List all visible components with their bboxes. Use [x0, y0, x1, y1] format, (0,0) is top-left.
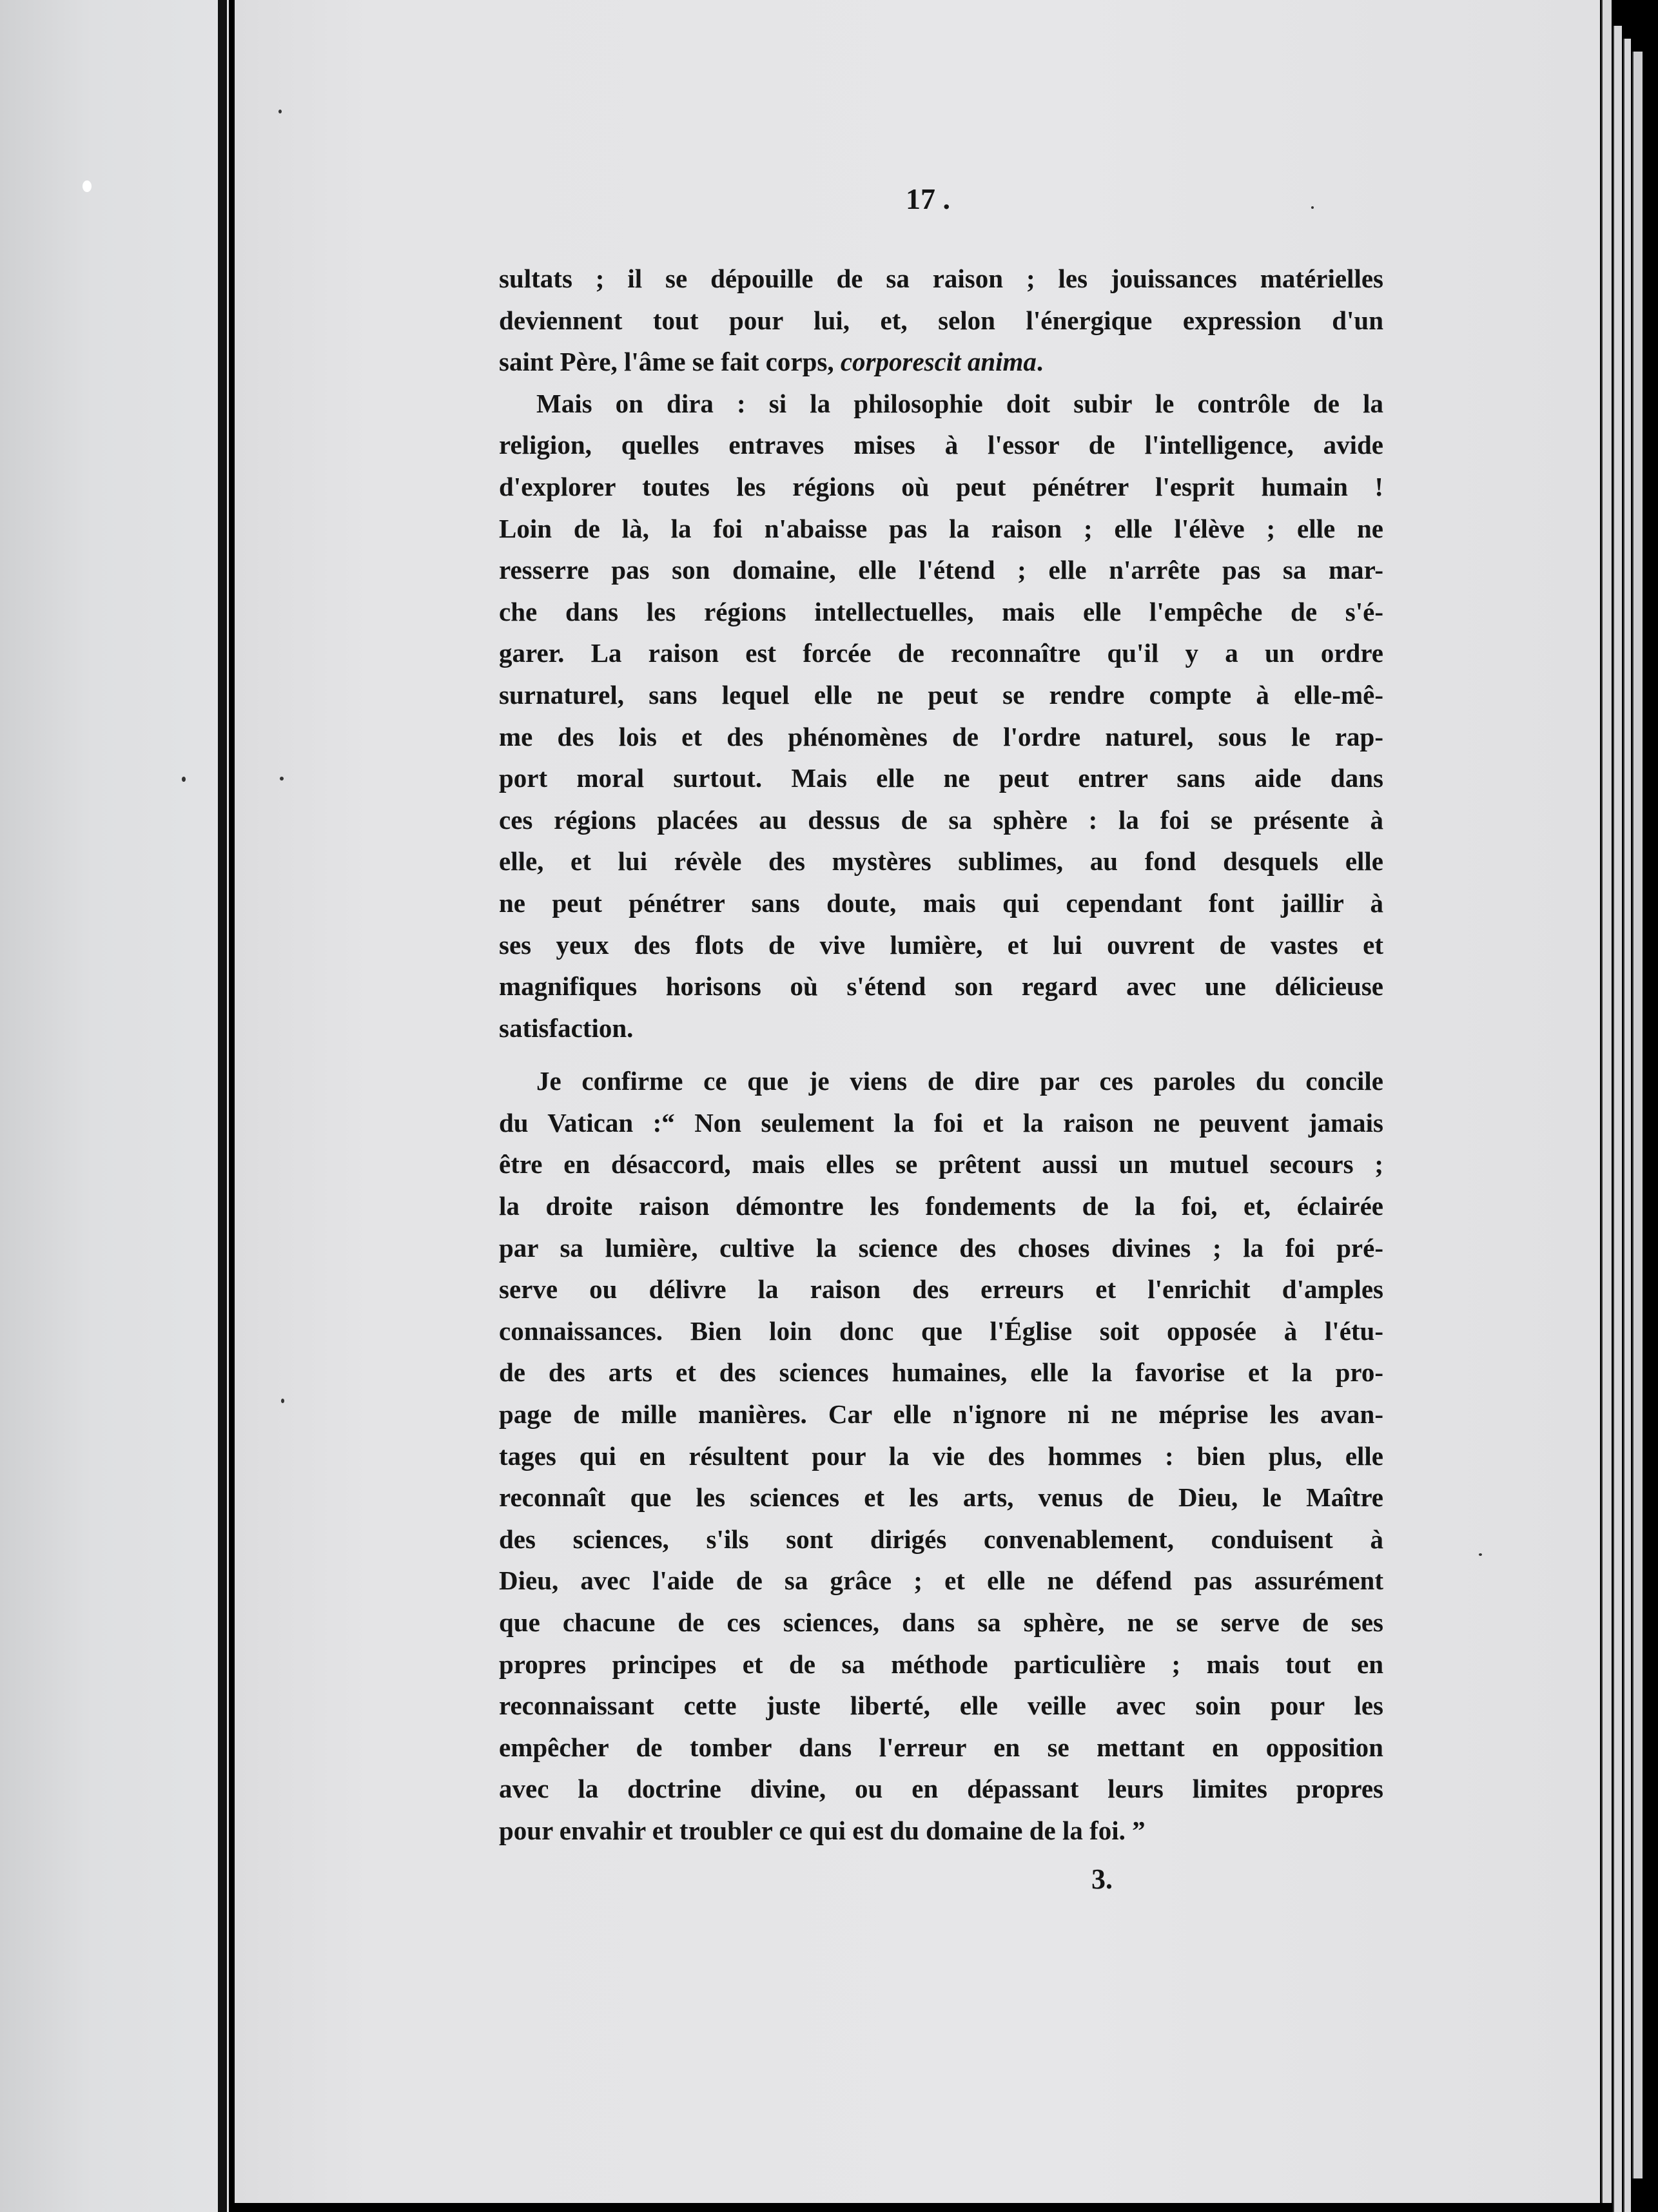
text-line: propres principes et de sa méthode particulière ; mais tout en	[499, 1649, 1383, 1679]
text-line: che dans les régions intellectuelles, mais elle l'empêche de s'é-	[499, 596, 1383, 626]
page-edge	[1601, 0, 1612, 2203]
text-line: connaissances. Bien loin donc que l'Église soit opposée à l'étu-	[499, 1315, 1383, 1346]
text-line: port moral surtout. Mais elle ne peut entrer sans aide dans	[499, 763, 1383, 793]
text-line: religion, quelles entraves mises à l'essor de l'intelligence, avide	[499, 430, 1383, 460]
text-line: Dieu, avec l'aide de sa grâce ; et elle ne défend pas assurément	[499, 1566, 1383, 1596]
text-line: magnifiques horisons où s'étend son regard avec une délicieuse	[499, 971, 1383, 1002]
text-line: d'explorer toutes les régions où peut pénétrer l'esprit humain !	[499, 471, 1383, 501]
binding-gutter	[218, 0, 227, 2212]
text-line: la droite raison démontre les fondements de la foi, et, éclairée	[499, 1191, 1383, 1221]
text-line: avec la doctrine divine, ou en dépassant leurs limites propres	[499, 1774, 1383, 1804]
text-line: satisfaction.	[499, 1013, 634, 1043]
paper-speck	[83, 180, 92, 192]
text-line: sultats ; il se dépouille de sa raison ; les jouissances matérielles	[499, 264, 1383, 293]
text-line: que chacune de ces sciences, dans sa sphère, ne se serve de ses	[499, 1607, 1383, 1637]
text-line: des sciences, s'ils sont dirigés convenablement, conduisent à	[499, 1524, 1383, 1554]
signature-mark: 3.	[1091, 1863, 1113, 1895]
text-line: être en désaccord, mais elles se prêtent aussi un mutuel secours ;	[499, 1149, 1383, 1179]
text-line: Loin de là, la foi n'abaisse pas la raison ; elle l'élève ; elle ne	[499, 513, 1383, 543]
text-line: pour envahir et troubler ce qui est du domaine de la foi. ”	[499, 1815, 1146, 1845]
text-line: du Vatican :“ Non seulement la foi et la raison ne peuvent jamais	[499, 1107, 1383, 1138]
page-number: 17 .	[906, 182, 950, 215]
paper-speck	[281, 1399, 284, 1403]
text-line: page de mille manières. Car elle n'ignore ni ne méprise les avan-	[499, 1399, 1383, 1430]
text-line: elle, et lui révèle des mystères sublimes, au fond desquels elle	[499, 846, 1383, 877]
paper-speck	[182, 777, 186, 782]
paper-speck	[1479, 1553, 1482, 1556]
paragraph-1	[499, 258, 1383, 383]
paper-speck	[280, 777, 284, 781]
text-line: saint Père, l'âme se fait corps, corporescit anima.	[499, 347, 1044, 377]
text-line: tages qui en résultent pour la vie des hommes : bien plus, elle	[499, 1441, 1383, 1471]
text-line: reconnaît que les sciences et les arts, venus de Dieu, le Maître	[499, 1482, 1383, 1513]
text-line: garer. La raison est forcée de reconnaître qu'il y a un ordre	[499, 638, 1383, 668]
text-line: de des arts et des sciences humaines, elle la favorise et la pro-	[499, 1357, 1383, 1388]
text-line: empêcher de tomber dans l'erreur en se mettant en opposition	[499, 1732, 1383, 1762]
text-line: ne peut pénétrer sans doute, mais qui cependant font jaillir à	[499, 888, 1383, 918]
text-line: reconnaissant cette juste liberté, elle veille avec soin pour les	[499, 1691, 1383, 1721]
left-blank-leaf	[0, 0, 229, 2212]
page-edge	[1623, 39, 1631, 2212]
page-edge	[1613, 26, 1622, 2212]
text-line: deviennent tout pour lui, et, selon l'énergique expression d'un	[499, 305, 1383, 335]
text-line: par sa lumière, cultive la science des choses divines ; la foi pré-	[499, 1232, 1383, 1263]
text-line: ces régions placées au dessus de sa sphère : la foi se présente à	[499, 804, 1383, 835]
text-line: resserre pas son domaine, elle l'étend ; elle n'arrête pas sa mar-	[499, 555, 1383, 585]
latin-phrase: corporescit anima	[840, 347, 1037, 377]
text-line: Je confirme ce que je viens de dire par ces paroles du concile	[536, 1066, 1383, 1096]
paper-speck	[1311, 206, 1314, 209]
text-line: Mais on dira : si la philosophie doit subir le contrôle de la	[536, 388, 1383, 418]
paragraph-3	[499, 1060, 1383, 1851]
text-line: me des lois et des phénomènes de l'ordre naturel, sous le rap-	[499, 721, 1383, 752]
text-line: surnaturel, sans lequel elle ne peut se rendre compte à elle-mê-	[499, 679, 1383, 710]
text-line: serve ou délivre la raison des erreurs et l'enrichit d'amples	[499, 1274, 1383, 1305]
paragraph-2	[499, 383, 1383, 1049]
page-edge	[1632, 52, 1643, 2178]
body-text	[499, 258, 1383, 1852]
text-line: ses yeux des flots de vive lumière, et lui ouvrent de vastes et	[499, 929, 1383, 960]
paper-speck	[278, 110, 282, 113]
